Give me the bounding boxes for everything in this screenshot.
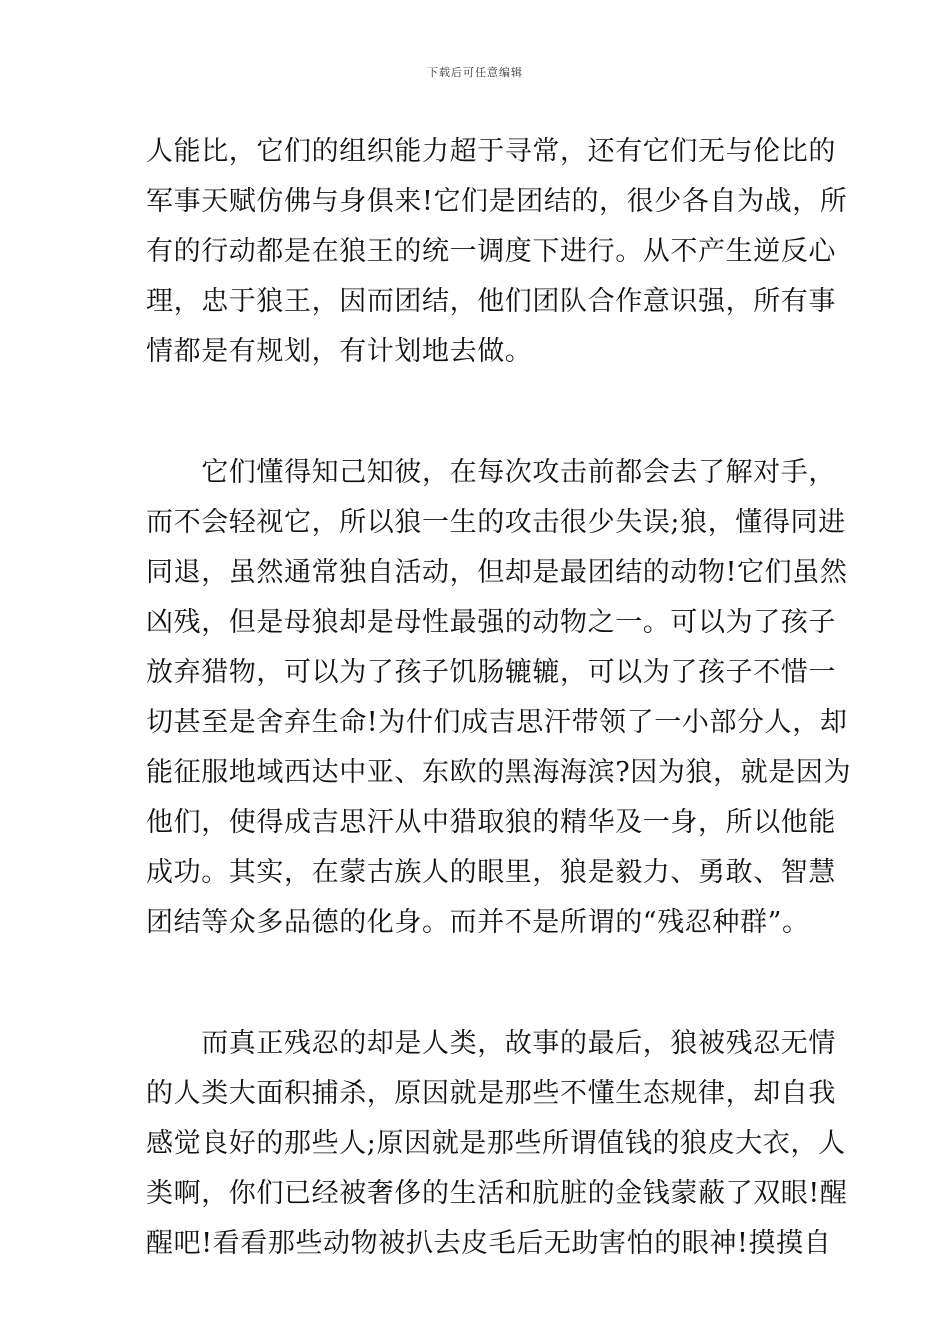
text-line: 切甚至是舍弃生命!为什们成吉思汗带领了一小部分人，却: [146, 707, 848, 738]
text-line: 凶残，但是母狼却是母性最强的动物之一。可以为了孩子: [146, 607, 836, 638]
text-line: 军事天赋仿佛与身俱来!它们是团结的，很少各自为战，所: [146, 186, 848, 217]
paragraph-3: [146, 1019, 848, 1269]
text-line: 他们，使得成吉思汗从中猎取狼的精华及一身，所以他能: [146, 807, 836, 838]
text-line: 的人类大面积捕杀，原因就是那些不懂生态规律，却自我: [146, 1078, 836, 1109]
paragraph-gap: [146, 377, 808, 448]
text-line: 能征服地域西达中亚、东欧的黑海海滨?因为狼，就是因为: [146, 757, 852, 788]
text-line: 感觉良好的那些人;原因就是那些所谓值钱的狼皮大衣，人: [146, 1128, 846, 1159]
text-line: 人能比，它们的组织能力超于寻常，还有它们无与伦比的: [146, 136, 836, 167]
document-body: [146, 127, 852, 1269]
text-line: 而不会轻视它，所以狼一生的攻击很少失误;狼，懂得同进: [146, 507, 846, 538]
text-line: 有的行动都是在狼王的统一调度下进行。从不产生逆反心: [146, 236, 836, 267]
text-line: 它们懂得知己知彼，在每次攻击前都会去了解对手，: [146, 457, 836, 488]
text-line: 醒吧!看看那些动物被扒去皮毛后无助害怕的眼神!摸摸自: [146, 1228, 832, 1259]
paragraph-gap: [146, 948, 808, 1019]
text-line: 同退，虽然通常独自活动，但却是最团结的动物!它们虽然: [146, 557, 848, 588]
paragraph-1: [146, 127, 848, 377]
text-line: 类啊，你们已经被奢侈的生活和肮脏的金钱蒙蔽了双眼!醒: [146, 1178, 848, 1209]
text-line: 情都是有规划，有计划地去做。: [146, 336, 533, 367]
text-line: 而真正残忍的却是人类，故事的最后，狼被残忍无情: [146, 1028, 836, 1059]
text-line: 成功。其实，在蒙古族人的眼里，狼是毅力、勇敢、智慧: [146, 857, 836, 888]
text-line: 放弃猎物，可以为了孩子饥肠辘辘，可以为了孩子不惜一: [146, 657, 836, 688]
paragraph-2: [146, 448, 852, 948]
text-line: 团结等众多品德的化身。而并不是所谓的“残忍种群”。: [146, 907, 810, 938]
text-line: 理，忠于狼王，因而团结，他们团队合作意识强，所有事: [146, 286, 836, 317]
page-header-note: 下载后可任意编辑: [427, 66, 523, 79]
